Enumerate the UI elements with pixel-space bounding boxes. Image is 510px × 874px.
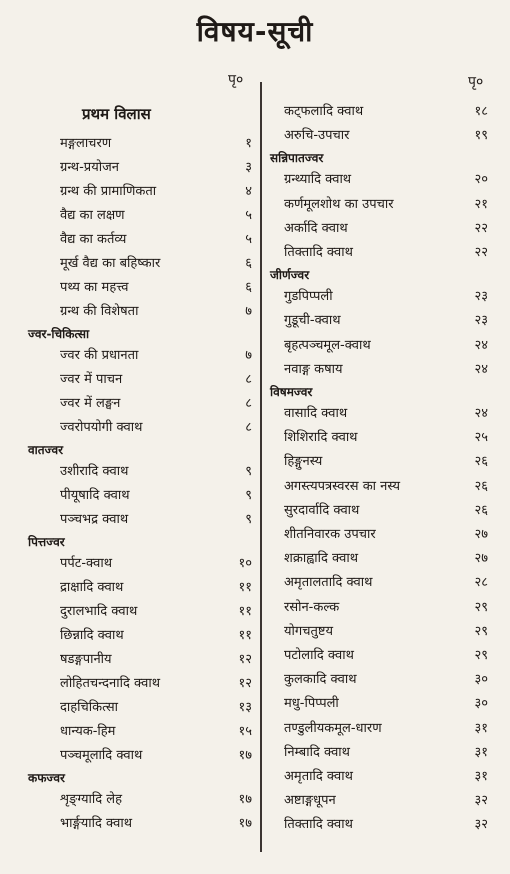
left-toc-row — [0, 624, 258, 648]
left-toc-label: शृङ्ग्यादि लेह — [60, 792, 123, 807]
right-toc-label: कर्णमूलशोथ का उपचार — [284, 196, 394, 212]
left-toc-row — [0, 812, 258, 836]
left-toc-label: ज्वर की प्रधानता — [60, 348, 139, 363]
right-toc-row — [262, 547, 510, 571]
right-toc-page-number: २९ — [474, 648, 488, 663]
right-toc-label: शीतनिवारक उपचार — [284, 527, 376, 542]
left-page-header: पृ० — [228, 72, 244, 88]
right-toc-row — [262, 620, 510, 644]
right-toc-page-number: २६ — [474, 502, 488, 518]
right-toc-label: अमृतालतादि क्वाथ — [284, 575, 373, 591]
left-toc-label: दाहचिकित्सा — [60, 700, 119, 715]
right-toc-row — [262, 692, 510, 716]
right-toc-row — [262, 217, 510, 241]
left-toc-label: पीयूषादि क्वाथ — [60, 488, 130, 503]
left-toc-label: लोहितचन्दनादि क्वाथ — [60, 676, 161, 691]
right-toc-label: कुलकादि क्वाथ — [284, 672, 357, 688]
right-toc-label: तिक्तादि क्वाथ — [284, 245, 353, 260]
left-toc-page-number: ८ — [245, 396, 252, 411]
left-toc-page-number: १७ — [238, 816, 252, 831]
left-toc-label: मङ्गलाचरण — [60, 136, 112, 151]
left-toc-label: उशीरादि क्वाथ — [60, 464, 129, 479]
right-toc-row — [262, 168, 510, 192]
right-toc-label: अमृतादि क्वाथ — [284, 769, 353, 784]
right-toc-page-number: २९ — [474, 623, 488, 639]
right-toc-label: तण्डुलीयकमूल-धारण — [284, 720, 382, 736]
right-toc-row — [262, 124, 510, 148]
right-toc-label: बृहत्पञ्चमूल-क्वाथ — [284, 337, 371, 353]
left-toc-page-number: १२ — [238, 676, 252, 691]
right-toc-row — [262, 571, 510, 595]
left-toc-page-number: ६ — [245, 256, 252, 271]
left-toc-row — [0, 508, 258, 532]
left-toc-label: पञ्चभद्र क्वाथ — [60, 512, 129, 527]
left-toc-page-number: ११ — [238, 628, 252, 643]
left-toc-page-number: १ — [245, 136, 252, 151]
left-toc-page-number: १७ — [238, 792, 252, 807]
right-toc-row — [262, 358, 510, 382]
right-toc-row — [262, 596, 510, 620]
left-toc-row — [0, 720, 258, 744]
right-toc-row — [262, 499, 510, 523]
right-toc-label: तिक्तादि क्वाथ — [284, 817, 353, 833]
right-toc-page-number: १८ — [474, 104, 488, 119]
right-toc-row — [262, 450, 510, 474]
left-toc-page-number: ५ — [245, 208, 252, 223]
right-toc-page-number: १९ — [474, 128, 488, 144]
left-toc-label: दुरालभादि क्वाथ — [60, 604, 138, 619]
right-toc-label: मधु-पिप्पली — [284, 696, 339, 712]
right-toc-page-number: २८ — [474, 575, 488, 591]
left-toc-row — [0, 204, 258, 228]
right-toc-row — [262, 402, 510, 426]
left-toc-row — [0, 600, 258, 624]
right-toc-row — [262, 644, 510, 668]
page-title: विषय-सूची — [196, 15, 314, 48]
right-toc-page-number: ३१ — [474, 720, 488, 736]
right-toc-row — [262, 241, 510, 265]
right-toc-page-number: ३० — [474, 696, 488, 712]
left-section-heading: वातज्वर — [28, 443, 64, 457]
left-toc-page-number: ८ — [245, 372, 252, 387]
right-toc-label: ग्रन्थ्यादि क्वाथ — [284, 172, 352, 188]
left-toc-page-number: ३ — [245, 160, 252, 175]
left-toc-label: षडङ्गपानीय — [60, 652, 112, 667]
right-toc-label: निम्बादि क्वाथ — [284, 744, 350, 760]
right-toc-label: सुरदार्वादि क्वाथ — [284, 502, 360, 518]
left-toc-row — [0, 416, 258, 440]
left-toc-row — [0, 648, 258, 672]
left-toc-page-number: ९ — [245, 512, 252, 527]
left-toc-label: ग्रन्थ की विशेषता — [60, 304, 139, 319]
right-toc-label: अगस्त्यपत्रस्वरस का नस्य — [284, 478, 400, 494]
left-toc-row — [0, 180, 258, 204]
left-toc-label: ज्वर में पाचन — [60, 372, 123, 387]
right-toc-label: अरुचि-उपचार — [284, 128, 350, 144]
right-toc-label: हिङ्गुनस्य — [284, 454, 323, 470]
left-toc-row — [0, 276, 258, 300]
left-section-heading: कफज्वर — [28, 771, 65, 785]
left-toc-page-number: ९ — [245, 488, 252, 503]
left-toc-row — [0, 576, 258, 600]
left-toc-label: वैद्य का कर्तव्य — [60, 232, 127, 247]
left-toc-page-number: ७ — [245, 304, 252, 319]
left-toc-page-number: १० — [238, 556, 252, 571]
right-toc-row — [262, 741, 510, 765]
left-toc-row — [0, 672, 258, 696]
right-toc-page-number: २६ — [474, 478, 488, 494]
right-toc-row — [262, 334, 510, 358]
right-toc-row — [262, 765, 510, 789]
right-toc-page-number: २३ — [474, 289, 488, 305]
left-toc-row — [0, 552, 258, 576]
left-toc-page-number: ५ — [245, 232, 252, 247]
right-toc-row — [262, 717, 510, 741]
right-toc-label: शक्राह्वादि क्वाथ — [284, 551, 359, 567]
left-toc-page-number: ९ — [245, 464, 252, 479]
right-toc-row — [262, 813, 510, 837]
right-toc-label: रसोन-कल्क — [284, 599, 340, 615]
right-toc-page-number: ३२ — [474, 817, 488, 833]
right-section-heading: सन्निपातज्वर — [270, 151, 324, 166]
right-toc-label: कट्फलादि क्वाथ — [284, 104, 364, 119]
left-toc-row — [0, 696, 258, 720]
right-section-heading: जीर्णज्वर — [270, 268, 310, 283]
left-toc-page-number: ७ — [245, 348, 252, 363]
left-toc-row — [0, 344, 258, 368]
right-toc-page-number: २५ — [474, 430, 488, 446]
left-toc-row — [0, 156, 258, 180]
right-toc-page-number: २६ — [474, 454, 488, 470]
left-toc-row — [0, 788, 258, 812]
left-section-heading: ज्वर-चिकित्सा — [28, 327, 90, 341]
left-toc-page-number: १३ — [238, 700, 252, 715]
left-toc-page-number: ४ — [245, 184, 252, 199]
right-toc-page-number: २९ — [474, 599, 488, 615]
right-toc-page-number: ३१ — [474, 744, 488, 760]
right-section-heading: विषमज्वर — [270, 385, 313, 399]
right-toc-page-number: २४ — [474, 337, 488, 353]
left-toc-label: मूर्ख वैद्य का बहिष्कार — [60, 256, 161, 271]
right-toc-row — [262, 193, 510, 217]
left-toc-page-number: १७ — [238, 748, 252, 763]
right-toc-page-number: २३ — [474, 313, 488, 329]
right-toc-label: शिशिरादि क्वाथ — [284, 430, 358, 446]
left-toc-label: भार्ङ्गयादि क्वाथ — [60, 816, 133, 831]
right-toc-label: गुडपिप्पली — [284, 289, 333, 305]
right-toc-page-number: २४ — [474, 406, 488, 421]
right-toc-label: पटोलादि क्वाथ — [284, 648, 354, 663]
right-toc-page-number: २४ — [474, 361, 488, 377]
right-toc-page-number: ३१ — [474, 769, 488, 784]
left-toc-row — [0, 228, 258, 252]
left-toc-row — [0, 744, 258, 768]
right-toc-label: अर्कादि क्वाथ — [284, 220, 348, 236]
left-toc-label: धान्यक-हिम — [60, 724, 116, 739]
left-toc-row — [0, 484, 258, 508]
left-toc-row — [0, 460, 258, 484]
right-toc-page-number: २१ — [474, 196, 488, 212]
left-toc-row — [0, 252, 258, 276]
left-toc-page-number: १२ — [238, 652, 252, 667]
left-toc-label: ज्वर में लङ्घन — [60, 396, 121, 411]
right-toc-row — [262, 668, 510, 692]
left-toc-row — [0, 132, 258, 156]
left-toc-row — [0, 300, 258, 324]
right-toc-page-number: ३२ — [474, 793, 488, 809]
left-toc-label: पर्पट-क्वाथ — [60, 556, 112, 571]
right-toc-label: वासादि क्वाथ — [284, 406, 348, 421]
left-toc-label: ग्रन्थ की प्रामाणिकता — [60, 184, 157, 199]
right-page-header: पृ० — [468, 74, 484, 90]
right-toc-row — [262, 523, 510, 547]
right-toc-row — [262, 309, 510, 333]
right-toc-label: गुडूची-क्वाथ — [284, 313, 341, 329]
left-toc-label: द्राक्षादि क्वाथ — [60, 580, 124, 595]
right-toc-label: अष्टाङ्गधूपन — [284, 793, 336, 809]
left-toc-page-number: १५ — [238, 724, 252, 739]
right-toc-row — [262, 789, 510, 813]
right-toc-label: नवाङ्ग कषाय — [284, 361, 343, 377]
right-toc-row — [262, 426, 510, 450]
left-toc-label: पञ्चमूलादि क्वाथ — [60, 748, 143, 763]
left-toc-page-number: ११ — [238, 604, 252, 619]
left-toc-page-number: ६ — [245, 280, 252, 295]
right-toc-page-number: ३० — [474, 672, 488, 688]
right-toc-page-number: २२ — [474, 220, 488, 236]
left-subhead: प्रथम विलास — [82, 105, 151, 123]
right-toc-page-number: २० — [474, 172, 488, 188]
left-toc-page-number: ८ — [245, 420, 252, 435]
right-toc-page-number: २७ — [474, 527, 488, 542]
left-section-heading: पित्तज्वर — [28, 535, 65, 549]
right-toc-row — [262, 475, 510, 499]
left-toc-label: ग्रन्थ-प्रयोजन — [60, 160, 119, 175]
left-toc-row — [0, 392, 258, 416]
left-toc-label: छिन्नादि क्वाथ — [60, 628, 124, 643]
right-toc-page-number: २२ — [474, 245, 488, 260]
left-toc-label: ज्वरोपयोगी क्वाथ — [60, 420, 143, 435]
right-toc-row — [262, 100, 510, 124]
left-toc-row — [0, 368, 258, 392]
left-toc-page-number: ११ — [238, 580, 252, 595]
right-toc-page-number: २७ — [474, 551, 488, 567]
left-toc-label: पथ्य का महत्त्व — [60, 280, 129, 295]
left-toc-label: वैद्य का लक्षण — [60, 208, 125, 223]
right-toc-label: योगचतुष्टय — [284, 623, 334, 639]
right-toc-row — [262, 285, 510, 309]
